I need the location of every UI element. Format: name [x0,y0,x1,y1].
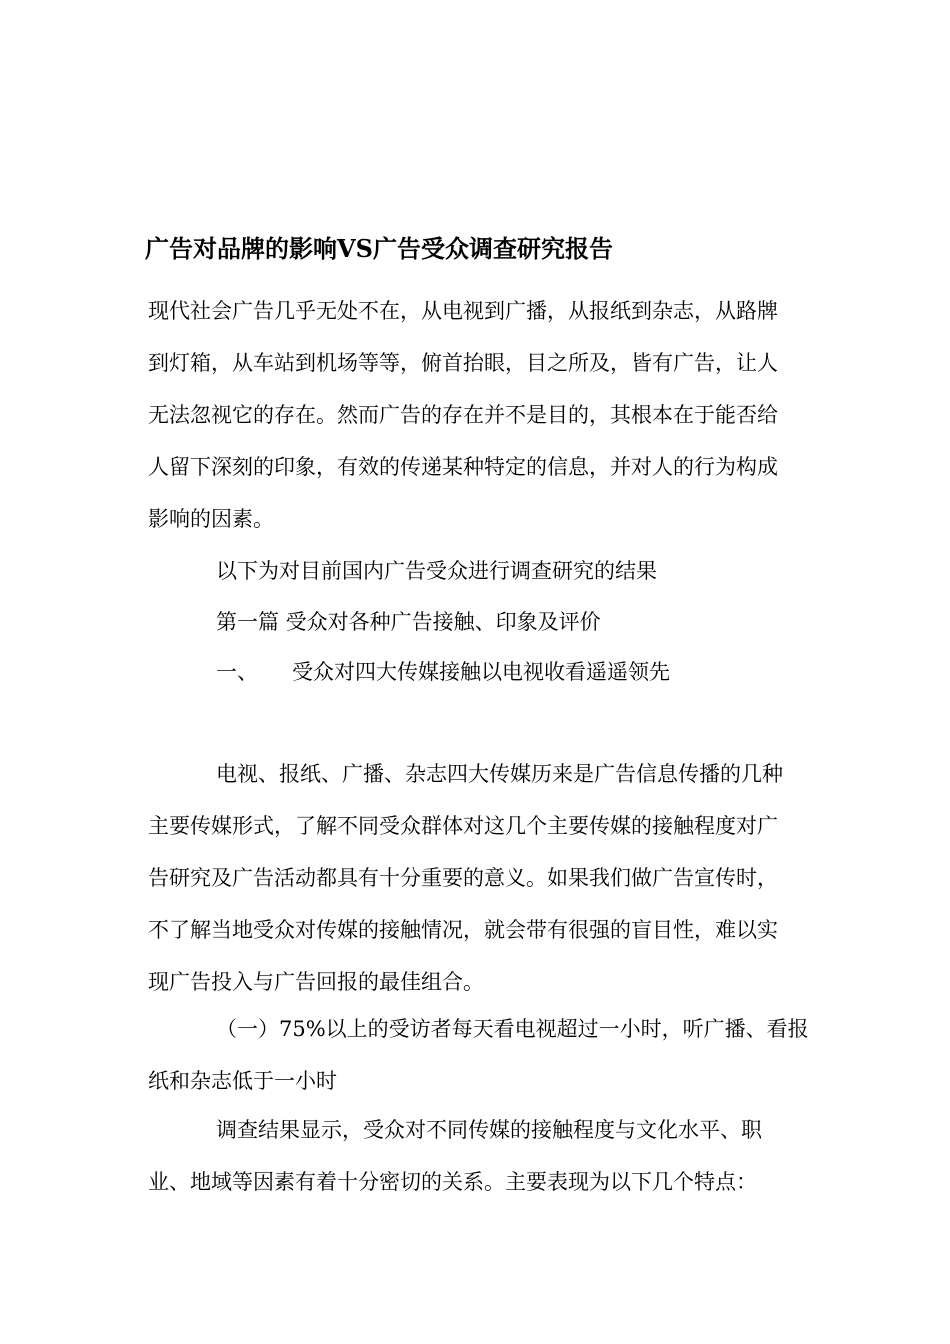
paragraph-line: 业、地域等因素有着十分密切的关系。主要表现为以下几个特点： [148,1170,757,1194]
paragraph-line: 到灯箱，从车站到机场等等，俯首抬眼，目之所及，皆有广告，让人 [148,351,778,375]
part-heading [148,596,828,648]
section-heading-line [148,646,828,698]
paragraph-intro [148,285,828,545]
intro-line: 以下为对目前国内广告受众进行调查研究的结果 [216,559,657,583]
paragraph-line: 主要传媒形式，了解不同受众群体对这几个主要传媒的接触程度对广 [148,814,778,838]
subsection-line: （一）75%以上的受访者每天看电视超过一小时，听广播、看报 [216,1017,809,1041]
paragraph-survey [148,1104,828,1208]
paragraph-line: 人留下深刻的印象，有效的传递某种特定的信息，并对人的行为构成 [148,455,778,479]
subsection-heading [148,1003,828,1107]
intro-sentence [148,545,828,597]
section-number: 一、 [216,660,258,684]
paragraph-line: 告研究及广告活动都具有十分重要的意义。如果我们做广告宣传时， [148,866,778,890]
section-heading [148,646,828,698]
document-title: 广告对品牌的影响VS广告受众调查研究报告 [145,234,613,263]
paragraph-line: 电视、报纸、广播、杂志四大传媒历来是广告信息传播的几种 [216,762,783,786]
paragraph-line: 无法忽视它的存在。然而广告的存在并不是目的，其根本在于能否给 [148,403,778,427]
paragraph-line: 不了解当地受众对传媒的接触情况，就会带有很强的盲目性，难以实 [148,918,778,942]
paragraph-line: 现代社会广告几乎无处不在，从电视到广播，从报纸到杂志，从路牌 [148,299,778,323]
paragraph-line: 影响的因素。 [148,507,274,531]
paragraph-line: 现广告投入与广告回报的最佳组合。 [148,970,484,994]
subsection-line: 纸和杂志低于一小时 [148,1069,337,1093]
section-title: 受众对四大传媒接触以电视收看遥遥领先 [292,660,670,684]
paragraph-media [148,748,828,1008]
paragraph-line: 调查结果显示，受众对不同传媒的接触程度与文化水平、职 [216,1118,762,1142]
part-heading-line: 第一篇 受众对各种广告接触、印象及评价 [216,610,601,634]
